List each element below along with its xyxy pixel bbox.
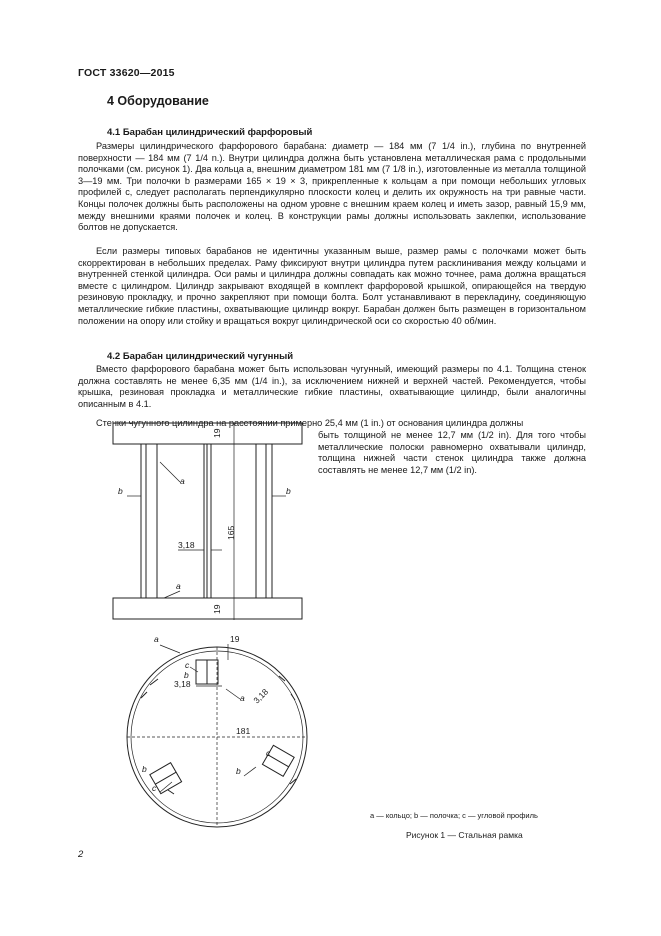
document-header: ГОСТ 33620—2015 <box>78 67 175 79</box>
label-c-right: c <box>266 748 271 758</box>
label-a-end: a <box>154 634 159 644</box>
dim-19-end: 19 <box>230 634 240 644</box>
dim-3-18-diag: 3,18 <box>251 686 271 706</box>
figure-caption: Рисунок 1 — Стальная рамка <box>406 830 523 840</box>
label-b-end: b <box>184 670 189 680</box>
paragraph: Если размеры типовых барабанов не идентичны указанным выше, размер рамы с полочками может быть скорректирован в небольших пределах. Раму фиксируют внутри цилиндра путем расклинивания между кольцами и внутренней стенкой цилиндра. Оси рамы и цилиндра должны совпадать как можно точнее, рама должна вращаться вместе с цилиндром. Цилиндр закрывают входящей в комплект фарфоровой крышкой, опирающейся на твердую резиновую прокладку, и прочно закрепляют при помощи болта. Болт устанавливают в перекладину, соединяющую металлические гибкие пластины, охватывающие цилиндр вокруг. Барабан должен быть размещен в горизонтальном положении на опору или стойку и вращаться вокруг цилиндрической оси со скоростью 40 об/мин. <box>78 246 586 326</box>
subsection-title-4-2: 4.2 Барабан цилиндрический чугунный <box>107 351 294 362</box>
label-b-left: b <box>118 486 123 496</box>
label-b-right: b <box>286 486 291 496</box>
dim-3-18-end: 3,18 <box>174 679 191 689</box>
dim-3-18-side: 3,18 <box>178 540 195 550</box>
subsection-title-4-1: 4.1 Барабан цилиндрический фарфоровый <box>107 127 313 138</box>
label-a-bottom: a <box>176 581 181 591</box>
top-ring <box>113 423 302 444</box>
label-c-left: c <box>152 783 157 793</box>
paragraph: Вместо фарфорового барабана может быть использован чугунный, имеющий размеры по 4.1. Толщина стенок должна составлять не менее 6,35 мм (1/4 in.), за исключением нижней и верхней частей. Рекомендуется, чтобы крышка, резиновая прокладка и металлические гибкие пластины, охватывающие цилиндр, были аналогичны описанным в 4.1. <box>78 364 586 409</box>
paragraph: Стенки чугунного цилиндра на расстоянии примерно 25,4 мм (1 in.) от основания цилиндра должны <box>96 418 524 428</box>
label-b-left-end: b <box>142 764 147 774</box>
dim-19-bottom: 19 <box>212 604 222 614</box>
dim-165: 165 <box>226 525 236 540</box>
figure-legend: a — кольцо; b — полочка; c — угловой профиль <box>370 811 538 820</box>
dim-19-top: 19 <box>212 428 222 438</box>
dim-181: 181 <box>236 726 251 736</box>
label-a-top: a <box>180 476 185 486</box>
paragraph-continuation: быть толщиной не менее 12,7 мм (1/2 in). Для того чтобы металлические полоски равномерно охватывали цилиндр, толщина нижней части стенок цилиндра также должна составлять не менее 12,7 мм (1/2 in). <box>318 430 586 475</box>
section-title: 4 Оборудование <box>107 94 209 108</box>
paragraph: Размеры цилиндрического фарфорового барабана: диаметр — 184 мм (7 1/4 in.), глубина по внутренней поверхности — 184 мм (7 1/4 n.). Внутри цилиндра должна быть установлена металлическая рама с продольными полочками (см. рисунок 1). Два кольца a, внешним диаметром 181 мм (7 1/8 in.), изготовленные из металла толщиной 3—19 мм. Три полочки b размерами 165 × 19 × 3, прикрепленные к кольцам a при помощи небольших угловых профилей c, следует располагать перпендикулярно плоскости колец и делить их окружность на три равные части. Концы полочек должны быть расположены на одном уровне с внешним краем колец и иметь зазор, равный 15,9 мм, между внешними краями полочек и колец. В конструкции рамы должны использовать заклепки, использование болтов не допускается. <box>78 141 586 233</box>
label-c-end: c <box>185 660 190 670</box>
bottom-ring <box>113 598 302 619</box>
label-a-end-2: a <box>240 693 245 703</box>
shelf-left <box>141 444 157 598</box>
shelf-right <box>256 444 272 598</box>
label-b-right-end: b <box>236 766 241 776</box>
page-number: 2 <box>78 849 84 860</box>
